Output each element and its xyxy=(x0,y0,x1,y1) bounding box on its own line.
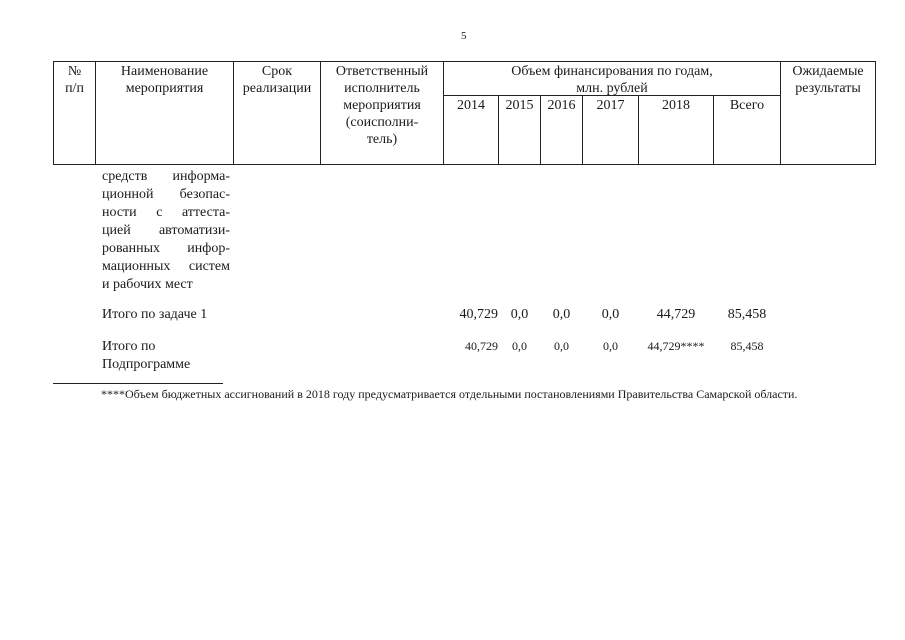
activity-name-continued xyxy=(102,168,230,294)
header-bottom-border xyxy=(53,164,876,165)
value-2018: 44,729 xyxy=(656,307,696,322)
header-year: 2017 xyxy=(596,98,625,113)
value-2017: 0,0 xyxy=(603,339,618,353)
footnote: ****Объем бюджетных ассигнований в 2018 году предусматривается отдельными постановлениями Правительства Самарской области. xyxy=(101,387,798,401)
value-2016: 0,0 xyxy=(552,307,571,322)
value-2014: 40,729 xyxy=(459,307,498,322)
total-label: Итого по Подпрограмме xyxy=(102,339,191,372)
header-year: 2015 xyxy=(505,98,534,113)
header-responsible: Ответственный исполнитель мероприятия (соисполни- тель) xyxy=(335,64,429,147)
footnote-separator xyxy=(53,383,223,384)
table-top-border xyxy=(53,61,876,62)
header-year: 2014 xyxy=(457,98,485,113)
text-line: ности с аттеста- xyxy=(102,205,230,220)
text-line: и рабочих мест xyxy=(102,277,193,292)
text-line: ционной безопас- xyxy=(102,187,230,202)
text-line: цией автоматизи- xyxy=(102,223,230,238)
total-label: Итого по задаче 1 xyxy=(102,307,208,322)
text-line: мационных систем xyxy=(102,259,230,274)
value-2015: 0,0 xyxy=(512,339,527,353)
page-number: 5 xyxy=(461,30,467,42)
header-funding: Объем финансирования по годам, млн. рублей xyxy=(511,64,713,96)
header-total: Всего xyxy=(729,98,765,113)
header-year: 2018 xyxy=(662,98,690,113)
value-total: 85,458 xyxy=(727,307,767,322)
header-term: Срок реализации xyxy=(242,64,312,96)
header-year: 2016 xyxy=(547,98,576,113)
value-2016: 0,0 xyxy=(554,339,569,353)
value-2018: 44,729**** xyxy=(647,339,705,353)
value-2015: 0,0 xyxy=(510,307,529,322)
text-line: рованных инфор- xyxy=(102,241,230,256)
value-2017: 0,0 xyxy=(601,307,620,322)
col-border xyxy=(875,61,876,165)
value-2014: 40,729 xyxy=(465,339,498,353)
header-results: Ожидаемые результаты xyxy=(792,64,864,96)
header-name: Наименование мероприятия xyxy=(120,64,209,96)
value-total: 85,458 xyxy=(730,339,764,353)
text-line: средств информа- xyxy=(102,169,230,184)
header-number: № п/п xyxy=(65,64,84,96)
